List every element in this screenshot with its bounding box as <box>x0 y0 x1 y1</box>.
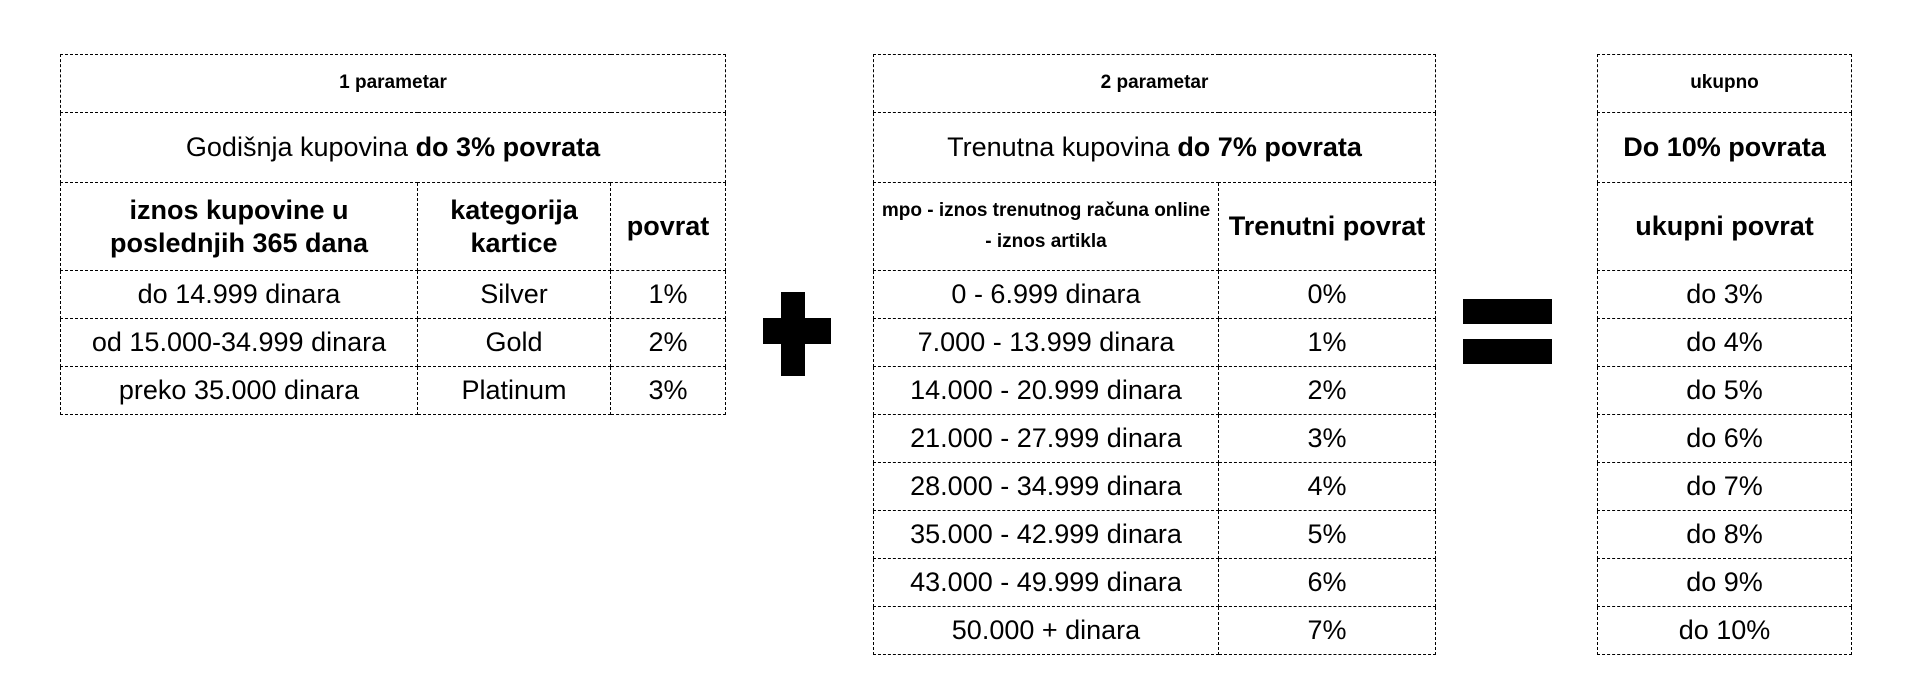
amount-cell: 7.000 - 13.999 dinara <box>874 319 1219 367</box>
table-row <box>61 319 726 367</box>
column-header-total-refund: ukupni povrat <box>1598 183 1852 271</box>
table-row <box>874 463 1436 511</box>
table-row <box>1598 319 1852 367</box>
total-table <box>1597 54 1852 655</box>
equals-icon <box>1463 299 1552 324</box>
total-cell: do 4% <box>1598 319 1852 367</box>
table-row <box>1598 559 1852 607</box>
table-subtitle <box>874 113 1436 183</box>
refund-cell: 3% <box>611 367 726 415</box>
table-row <box>874 271 1436 319</box>
column-header-instant-refund: Trenutni povrat <box>1219 183 1436 271</box>
subtitle-emphasis: Do 10% povrata <box>1623 132 1826 163</box>
subtitle-emphasis: do 7% povrata <box>1177 132 1362 163</box>
category-cell: Gold <box>418 319 611 367</box>
refund-cell: 0% <box>1219 271 1436 319</box>
refund-cell: 5% <box>1219 511 1436 559</box>
table-row <box>1598 511 1852 559</box>
table-header: 1 parametar <box>61 55 726 113</box>
amount-cell: 50.000 + dinara <box>874 607 1219 655</box>
plus-icon-bar <box>763 318 831 344</box>
table-row <box>874 367 1436 415</box>
table-row <box>874 319 1436 367</box>
total-cell: do 3% <box>1598 271 1852 319</box>
amount-cell: preko 35.000 dinara <box>61 367 418 415</box>
subtitle-text: Trenutna kupovina <box>947 132 1178 163</box>
table-row <box>1598 271 1852 319</box>
table-row <box>1598 415 1852 463</box>
column-header-amount: iznos kupovine u poslednjih 365 dana <box>61 183 418 271</box>
equals-icon-bar <box>1463 339 1552 364</box>
total-cell: do 6% <box>1598 415 1852 463</box>
category-cell: Silver <box>418 271 611 319</box>
column-header-refund: povrat <box>611 183 726 271</box>
table-row <box>1598 607 1852 655</box>
amount-cell: 43.000 - 49.999 dinara <box>874 559 1219 607</box>
column-header-category: kategorija kartice <box>418 183 611 271</box>
refund-cell: 3% <box>1219 415 1436 463</box>
total-cell: do 8% <box>1598 511 1852 559</box>
amount-cell: 35.000 - 42.999 dinara <box>874 511 1219 559</box>
total-cell: do 10% <box>1598 607 1852 655</box>
subtitle-emphasis: do 3% povrata <box>415 132 601 163</box>
refund-cell: 4% <box>1219 463 1436 511</box>
parameter-2-table <box>873 54 1436 655</box>
total-cell: do 7% <box>1598 463 1852 511</box>
table-row <box>1598 463 1852 511</box>
category-cell: Platinum <box>418 367 611 415</box>
amount-cell: 0 - 6.999 dinara <box>874 271 1219 319</box>
amount-cell: 14.000 - 20.999 dinara <box>874 367 1219 415</box>
total-cell: do 9% <box>1598 559 1852 607</box>
amount-cell: 28.000 - 34.999 dinara <box>874 463 1219 511</box>
table-header: 2 parametar <box>874 55 1436 113</box>
refund-cell: 2% <box>1219 367 1436 415</box>
parameter-1-table <box>60 54 726 415</box>
refund-cell: 6% <box>1219 559 1436 607</box>
refund-cell: 7% <box>1219 607 1436 655</box>
table-subtitle <box>61 113 726 183</box>
table-row <box>61 367 726 415</box>
table-subtitle <box>1598 113 1852 183</box>
refund-cell: 2% <box>611 319 726 367</box>
total-cell: do 5% <box>1598 367 1852 415</box>
amount-cell: 21.000 - 27.999 dinara <box>874 415 1219 463</box>
table-row <box>874 415 1436 463</box>
table-row <box>61 271 726 319</box>
refund-cell: 1% <box>1219 319 1436 367</box>
subtitle-text: Godišnja kupovina <box>185 132 416 163</box>
table-row <box>874 607 1436 655</box>
refund-cell: 1% <box>611 271 726 319</box>
column-header-amount: mpo - iznos trenutnog računa online - iznos artikla <box>874 183 1219 271</box>
table-row <box>1598 367 1852 415</box>
table-row <box>874 559 1436 607</box>
table-header: ukupno <box>1598 55 1852 113</box>
amount-cell: do 14.999 dinara <box>61 271 418 319</box>
amount-cell: od 15.000-34.999 dinara <box>61 319 418 367</box>
table-row <box>874 511 1436 559</box>
